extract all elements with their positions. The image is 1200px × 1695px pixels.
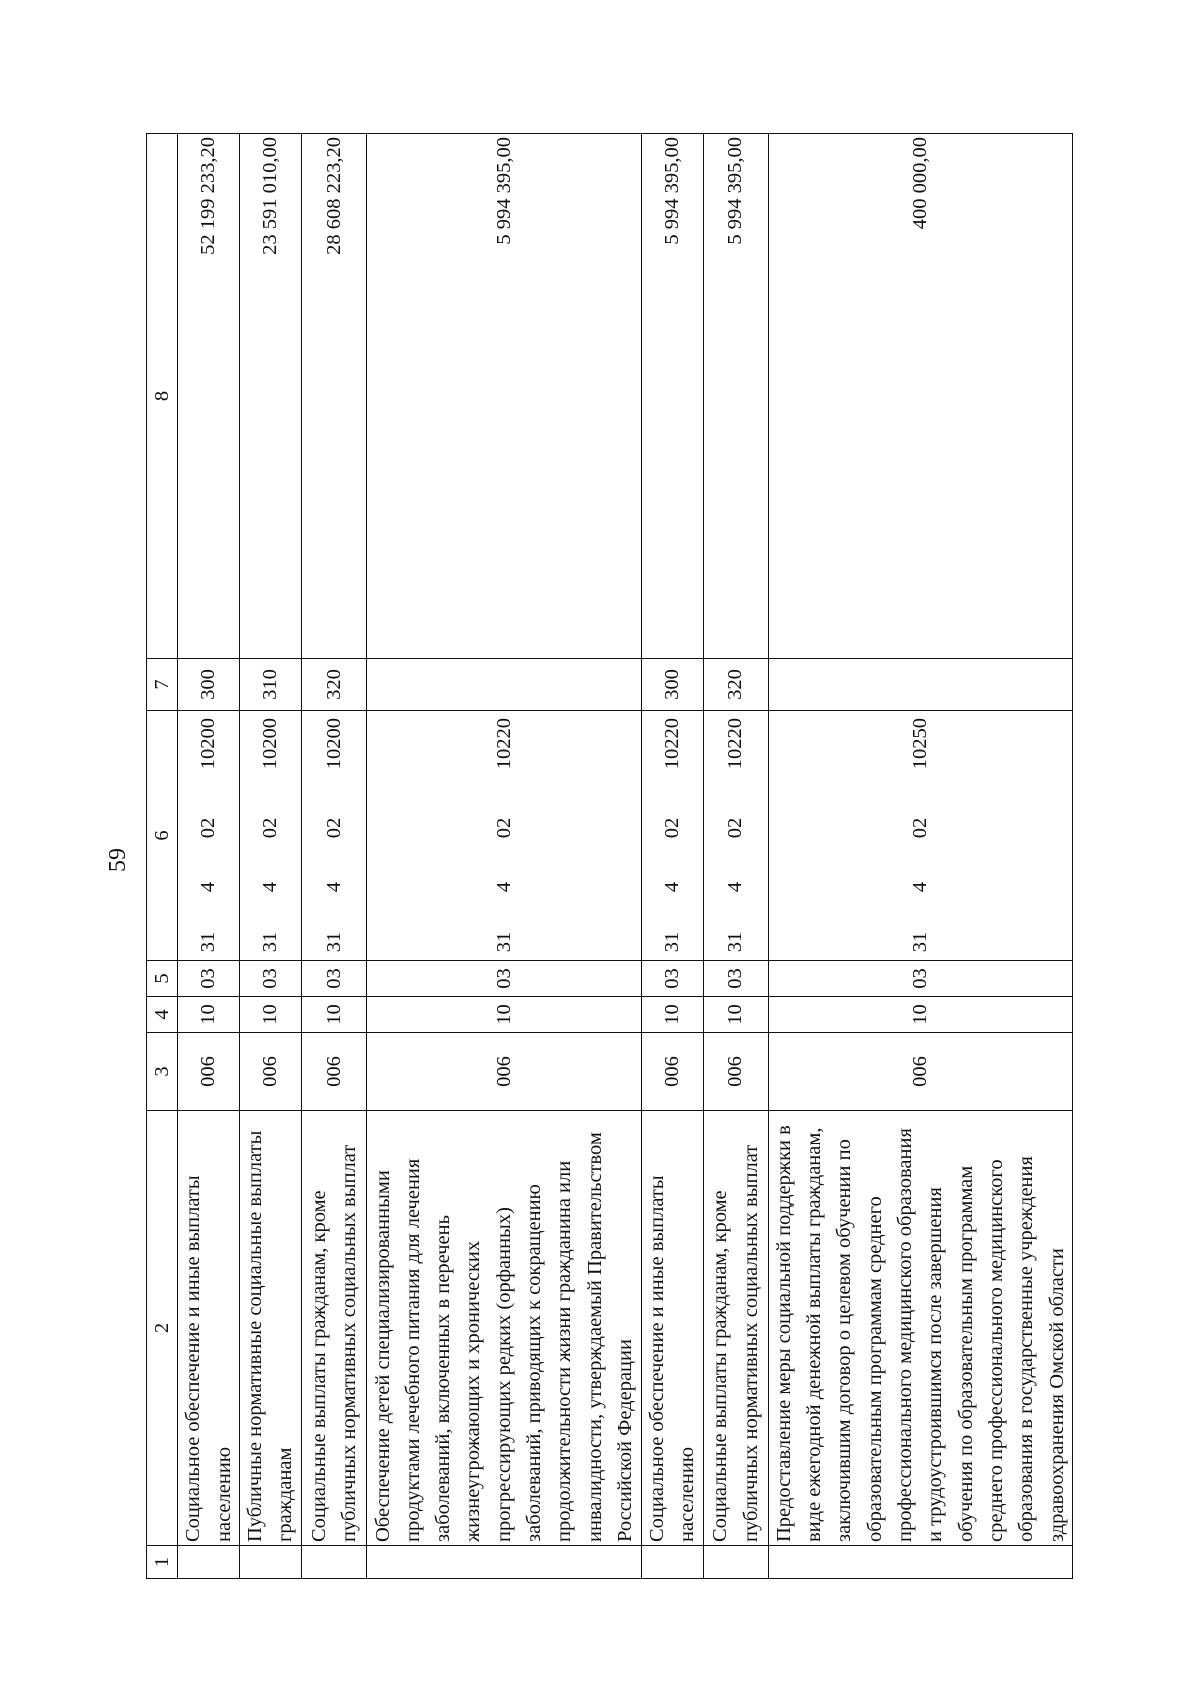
row-c4: 10 [239,997,301,1033]
row-code [178,1546,240,1579]
row-amount: 52 199 233,20 [178,134,240,659]
c6-part-2: 4 [724,881,747,893]
row-c3: 006 [301,1033,366,1111]
c6-part-3: 02 [259,817,282,839]
row-c3: 006 [366,1033,641,1111]
row-code [703,1546,768,1579]
header-row [147,134,178,1579]
c6-part-4: 10220 [492,718,515,770]
row-c3: 006 [768,1033,1072,1111]
row-c7: 310 [239,659,301,711]
row-c5: 03 [703,961,768,997]
row-c5: 03 [366,961,641,997]
row-amount: 23 591 010,00 [239,134,301,659]
c6-part-3: 02 [197,817,220,839]
table-row [239,134,301,1579]
row-c6 [301,711,366,961]
table-row [768,134,1072,1579]
row-c7: 320 [301,659,366,711]
row-amount: 5 994 395,00 [366,134,641,659]
c6-part-1: 31 [322,931,345,953]
c6-part-1: 31 [492,931,515,953]
row-name: Предоставление меры социальной поддержки в виде ежегодной денежной выплаты гражданам, заключившим договор о целевом обучении по образовательным программам среднего профессионального медицинского образования и трудоустроившимся после завершения обучения по образовательным программам среднего профессионального медицинского образования в государственные учреждения здравоохранения Омской области [768,1111,1072,1546]
budget-table [146,133,1073,1579]
row-code [301,1546,366,1579]
header-col-7: 7 [147,659,178,711]
row-c4: 10 [768,997,1072,1033]
table-row [703,134,768,1579]
row-c5: 03 [239,961,301,997]
row-c7 [768,659,1072,711]
row-c5: 03 [768,961,1072,997]
row-code [641,1546,703,1579]
table-row [178,134,240,1579]
c6-part-4: 10200 [322,718,345,770]
c6-part-4: 10200 [259,718,282,770]
row-c3: 006 [239,1033,301,1111]
header-col-6: 6 [147,711,178,961]
row-name: Социальные выплаты гражданам, кроме публичных нормативных социальных выплат [301,1111,366,1546]
row-c6 [641,711,703,961]
table-row [301,134,366,1579]
c6-part-4: 10250 [909,718,932,770]
row-c5: 03 [178,961,240,997]
row-c4: 10 [301,997,366,1033]
row-name: Социальное обеспечение и иные выплаты населению [178,1111,240,1546]
row-amount: 28 608 223,20 [301,134,366,659]
row-c6 [239,711,301,961]
c6-part-2: 4 [909,881,932,893]
row-c6 [768,711,1072,961]
c6-part-2: 4 [661,881,684,893]
row-c6 [178,711,240,961]
row-code [768,1546,1072,1579]
c6-part-1: 31 [909,931,932,953]
header-col-1: 1 [147,1546,178,1579]
row-name: Публичные нормативные социальные выплаты гражданам [239,1111,301,1546]
table-row [641,134,703,1579]
c6-part-4: 10220 [724,718,747,770]
header-col-3: 3 [147,1033,178,1111]
row-name: Социальное обеспечение и иные выплаты населению [641,1111,703,1546]
row-c4: 10 [178,997,240,1033]
header-col-2: 2 [147,1111,178,1546]
row-name: Социальные выплаты гражданам, кроме публичных нормативных социальных выплат [703,1111,768,1546]
c6-part-3: 02 [661,817,684,839]
header-col-5: 5 [147,961,178,997]
row-c3: 006 [178,1033,240,1111]
c6-part-4: 10200 [197,718,220,770]
row-code [239,1546,301,1579]
row-c7 [366,659,641,711]
row-c3: 006 [703,1033,768,1111]
c6-part-1: 31 [661,931,684,953]
row-amount: 5 994 395,00 [641,134,703,659]
row-c4: 10 [641,997,703,1033]
c6-part-3: 02 [322,817,345,839]
c6-part-2: 4 [197,881,220,893]
c6-part-1: 31 [724,931,747,953]
row-c6 [366,711,641,961]
row-amount: 400 000,00 [768,134,1072,659]
row-c7: 320 [703,659,768,711]
row-c5: 03 [641,961,703,997]
row-c4: 10 [703,997,768,1033]
c6-part-4: 10220 [661,718,684,770]
row-c3: 006 [641,1033,703,1111]
c6-part-1: 31 [197,931,220,953]
row-name: Обеспечение детей специализированными продуктами лечебного питания для лечения заболеваний, включенных в перечень жизнеугрожающих и хронических прогрессирующих редких (орфанных) заболеваний, приводящих к сокращению продолжительности жизни гражданина или инвалидности, утверждаемый Правительством Российской Федерации [366,1111,641,1546]
c6-part-1: 31 [259,931,282,953]
row-code [366,1546,641,1579]
row-c7: 300 [641,659,703,711]
row-c6 [703,711,768,961]
row-amount: 5 994 395,00 [703,134,768,659]
header-col-8: 8 [147,134,178,659]
c6-part-3: 02 [909,817,932,839]
row-c5: 03 [301,961,366,997]
c6-part-3: 02 [724,817,747,839]
table-row [366,134,641,1579]
c6-part-2: 4 [259,881,282,893]
page-number: 59 [105,848,131,872]
c6-part-2: 4 [322,881,345,893]
row-c7: 300 [178,659,240,711]
header-col-4: 4 [147,997,178,1033]
c6-part-2: 4 [492,881,515,893]
c6-part-3: 02 [492,817,515,839]
row-c4: 10 [366,997,641,1033]
